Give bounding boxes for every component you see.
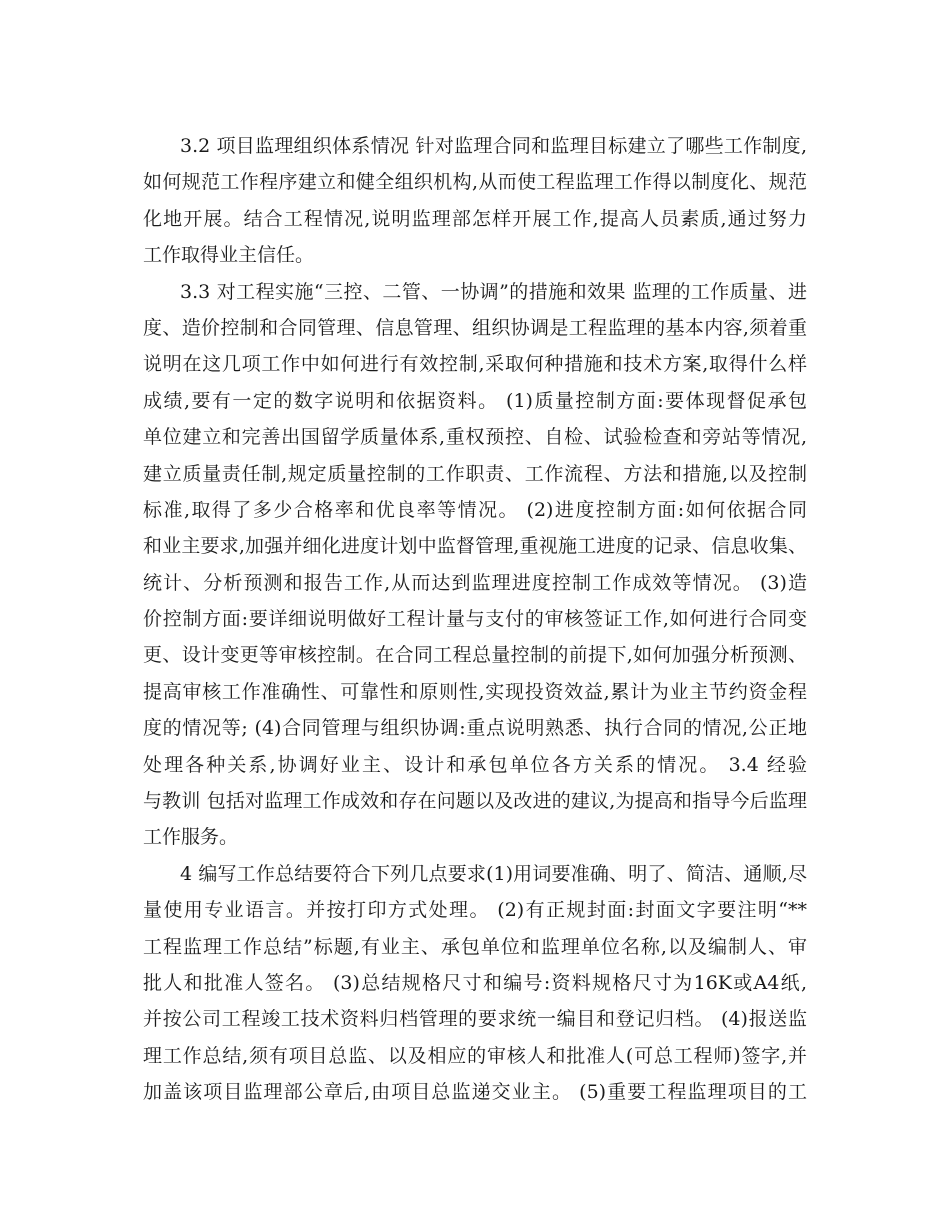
text-line: 度、造价控制和合同管理、信息管理、组织协调是工程监理的基本内容,须着重	[143, 316, 807, 339]
text-line: 并按公司工程竣工技术资料归档管理的要求统一编目和登记归档。 (4)报送监	[143, 1008, 807, 1031]
text-line: 和业主要求,加强并细化进度计划中监督管理,重视施工进度的记录、信息收集、	[143, 535, 807, 558]
text-line: 化地开展。结合工程情况,说明监理部怎样开展工作,提高人员素质,通过努力	[143, 207, 807, 230]
text-line: 工作服务。	[143, 826, 239, 849]
text-line: 量使用专业语言。并按打印方式处理。 (2)有正规封面:封面文字要注明“**	[143, 899, 807, 922]
paragraph	[143, 128, 807, 274]
text-line: 说明在这几项工作中如何进行有效控制,采取何种措施和技术方案,取得什么样	[143, 353, 807, 376]
text-line: 4 编写工作总结要符合下列几点要求(1)用词要准确、明了、简洁、通顺,尽	[180, 862, 807, 885]
text-line: 价控制方面:要详细说明做好工程计量与支付的审核签证工作,如何进行合同变	[143, 608, 807, 631]
text-line: 标准,取得了多少合格率和优良率等情况。 (2)进度控制方面:如何依据合同	[143, 498, 807, 521]
text-line: 更、设计变更等审核控制。在合同工程总量控制的前提下,如何加强分析预测、	[143, 644, 807, 667]
text-line: 度的情况等; (4)合同管理与组织协调:重点说明熟悉、执行合同的情况,公正地	[143, 717, 807, 740]
text-line: 工程监理工作总结”标题,有业主、承包单位和监理单位名称,以及编制人、审	[143, 935, 807, 958]
text-line: 3.3 对工程实施“三控、二管、一协调”的措施和效果 监理的工作质量、进	[180, 280, 807, 303]
text-line: 与教训 包括对监理工作成效和存在问题以及改进的建议,为提高和指导今后监理	[143, 790, 807, 813]
text-line: 单位建立和完善出国留学质量体系,重权预控、自检、试验检查和旁站等情况,	[143, 426, 807, 449]
paragraph	[143, 856, 807, 1111]
text-line: 提高审核工作准确性、可靠性和原则性,实现投资效益,累计为业主节约资金程	[143, 680, 807, 703]
text-line: 如何规范工作程序建立和健全组织机构,从而使工程监理工作得以制度化、规范	[143, 171, 807, 194]
document-body	[143, 128, 807, 1111]
text-line: 理工作总结,须有项目总监、以及相应的审核人和批准人(可总工程师)签字,并	[143, 1044, 807, 1067]
text-line: 成绩,要有一定的数字说明和依据资料。 (1)质量控制方面:要体现督促承包	[143, 389, 807, 412]
text-line: 处理各种关系,协调好业主、设计和承包单位各方关系的情况。 3.4 经验	[143, 753, 807, 776]
text-line: 加盖该项目监理部公章后,由项目总监递交业主。 (5)重要工程监理项目的工	[143, 1081, 807, 1104]
text-line: 统计、分析预测和报告工作,从而达到监理进度控制工作成效等情况。 (3)造	[143, 571, 807, 594]
text-line: 批人和批准人签名。 (3)总结规格尺寸和编号:资料规格尺寸为16K或A4纸,	[143, 971, 807, 994]
text-line: 3.2 项目监理组织体系情况 针对监理合同和监理目标建立了哪些工作制度,	[180, 135, 807, 157]
paragraph	[143, 274, 807, 856]
text-line: 工作取得业主信任。	[143, 244, 315, 267]
text-line: 建立质量责任制,规定质量控制的工作职责、工作流程、方法和措施,以及控制	[143, 462, 807, 485]
